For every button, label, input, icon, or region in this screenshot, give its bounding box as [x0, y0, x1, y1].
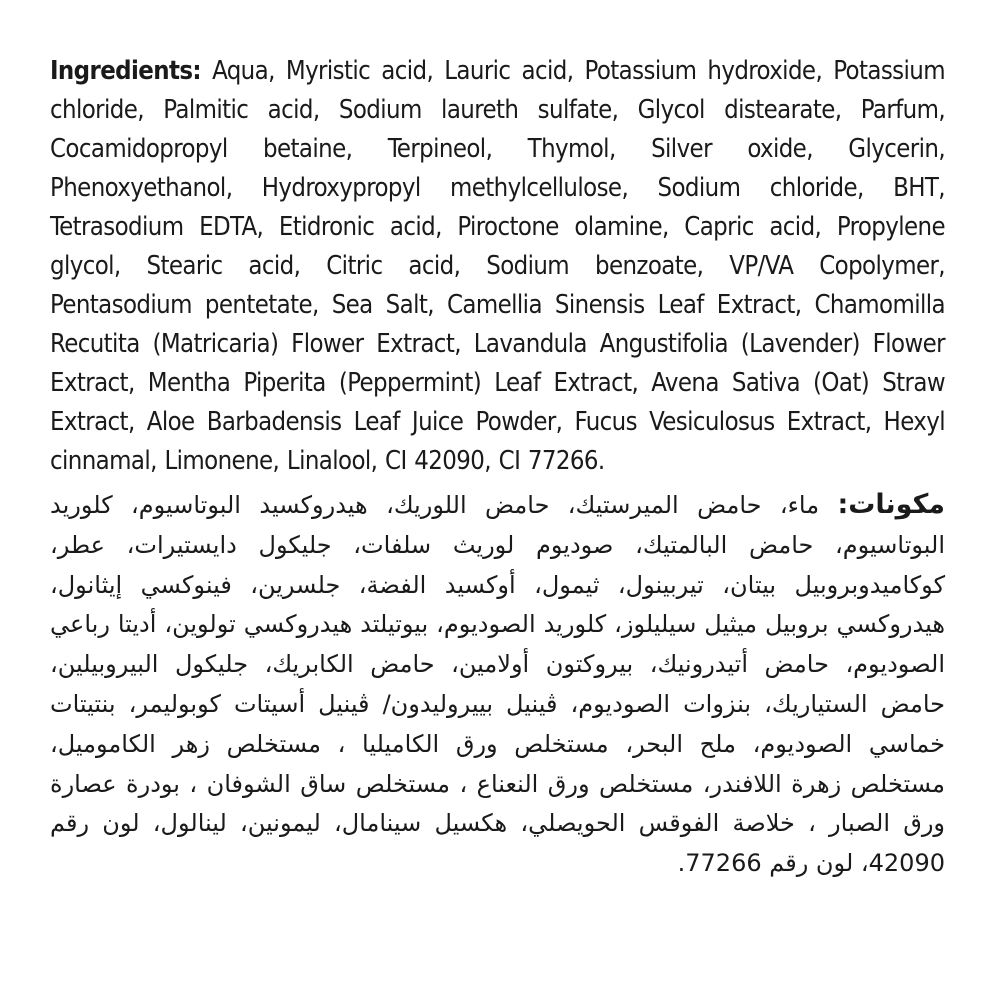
- english-ingredients-paragraph: [50, 52, 945, 481]
- arabic-ingredients-list: ماء، حامض الميرستيك، حامض اللوريك، هيدروكسيد البوتاسيوم، كلوريد البوتاسيوم، حامض البالمتيك، صوديوم لوريث سلفات، جليكول دايستيرات، عطر، كوكاميدوبروبيل بيتان، تيربينول، ثيمول، أوكسيد الفضة، جلسرين، فينوكسي إيثانول، هيدروكسي بروبيل ميثيل سيليلوز، كلوريد الصوديوم، بيوتيلتد هيدروكسي تولوين، أديتا رباعي الصوديوم، حامض أتيدرونيك، بيروكتون أولامين، حامض الكابريك، جليكول البيروبيلين، حامض الستياريك، بنزوات الصوديوم، ڤينيل بييروليدون/ ڤينيل أسيتات كوبوليمر، بنتيتات خماسي الصوديوم، ملح البحر، مستخلص ورق الكاميليا ، مستخلص زهر الكاموميل، مستخلص زهرة اللافندر، مستخلص ورق النعناع ، مستخلص ساق الشوفان ، بودرة عصارة ورق الصبار ، خلاصة الفوقس الحويصلي، هكسيل سينامال، ليمونين، لينالول، لون رقم 42090، لون رقم 77266.: [50, 491, 945, 878]
- arabic-ingredients-heading: مكونات:: [837, 489, 945, 520]
- ingredients-label-panel: [50, 52, 945, 972]
- arabic-ingredients-paragraph: [50, 485, 945, 884]
- english-ingredients-list: Aqua, Myristic acid, Lauric acid, Potassium hydroxide, Potassium chloride, Palmitic acid, Sodium laureth sulfate, Glycol distearate, Parfum, Cocamidopropyl betaine, Terpineol, Thymol, Silver oxide, Glycerin, Phenoxyethanol, Hydroxypropyl methylcellulose, Sodium chloride, BHT, Tetrasodium EDTA, Etidronic acid, Piroctone olamine, Capric acid, Propylene glycol, Stearic acid, Citric acid, Sodium benzoate, VP/VA Copolymer, Pentasodium pentetate, Sea Salt, Camellia Sinensis Leaf Extract, Chamomilla Recutita (Matricaria) Flower Extract, Lavandula Angustifolia (Lavender) Flower Extract, Mentha Piperita (Peppermint) Leaf Extract, Avena Sativa (Oat) Straw Extract, Aloe Barbadensis Leaf Juice Powder, Fucus Vesiculosus Extract, Hexyl cinnamal, Limonene, Linalool, CI 42090, CI 77266.: [50, 56, 945, 476]
- english-ingredients-heading: Ingredients:: [50, 56, 201, 86]
